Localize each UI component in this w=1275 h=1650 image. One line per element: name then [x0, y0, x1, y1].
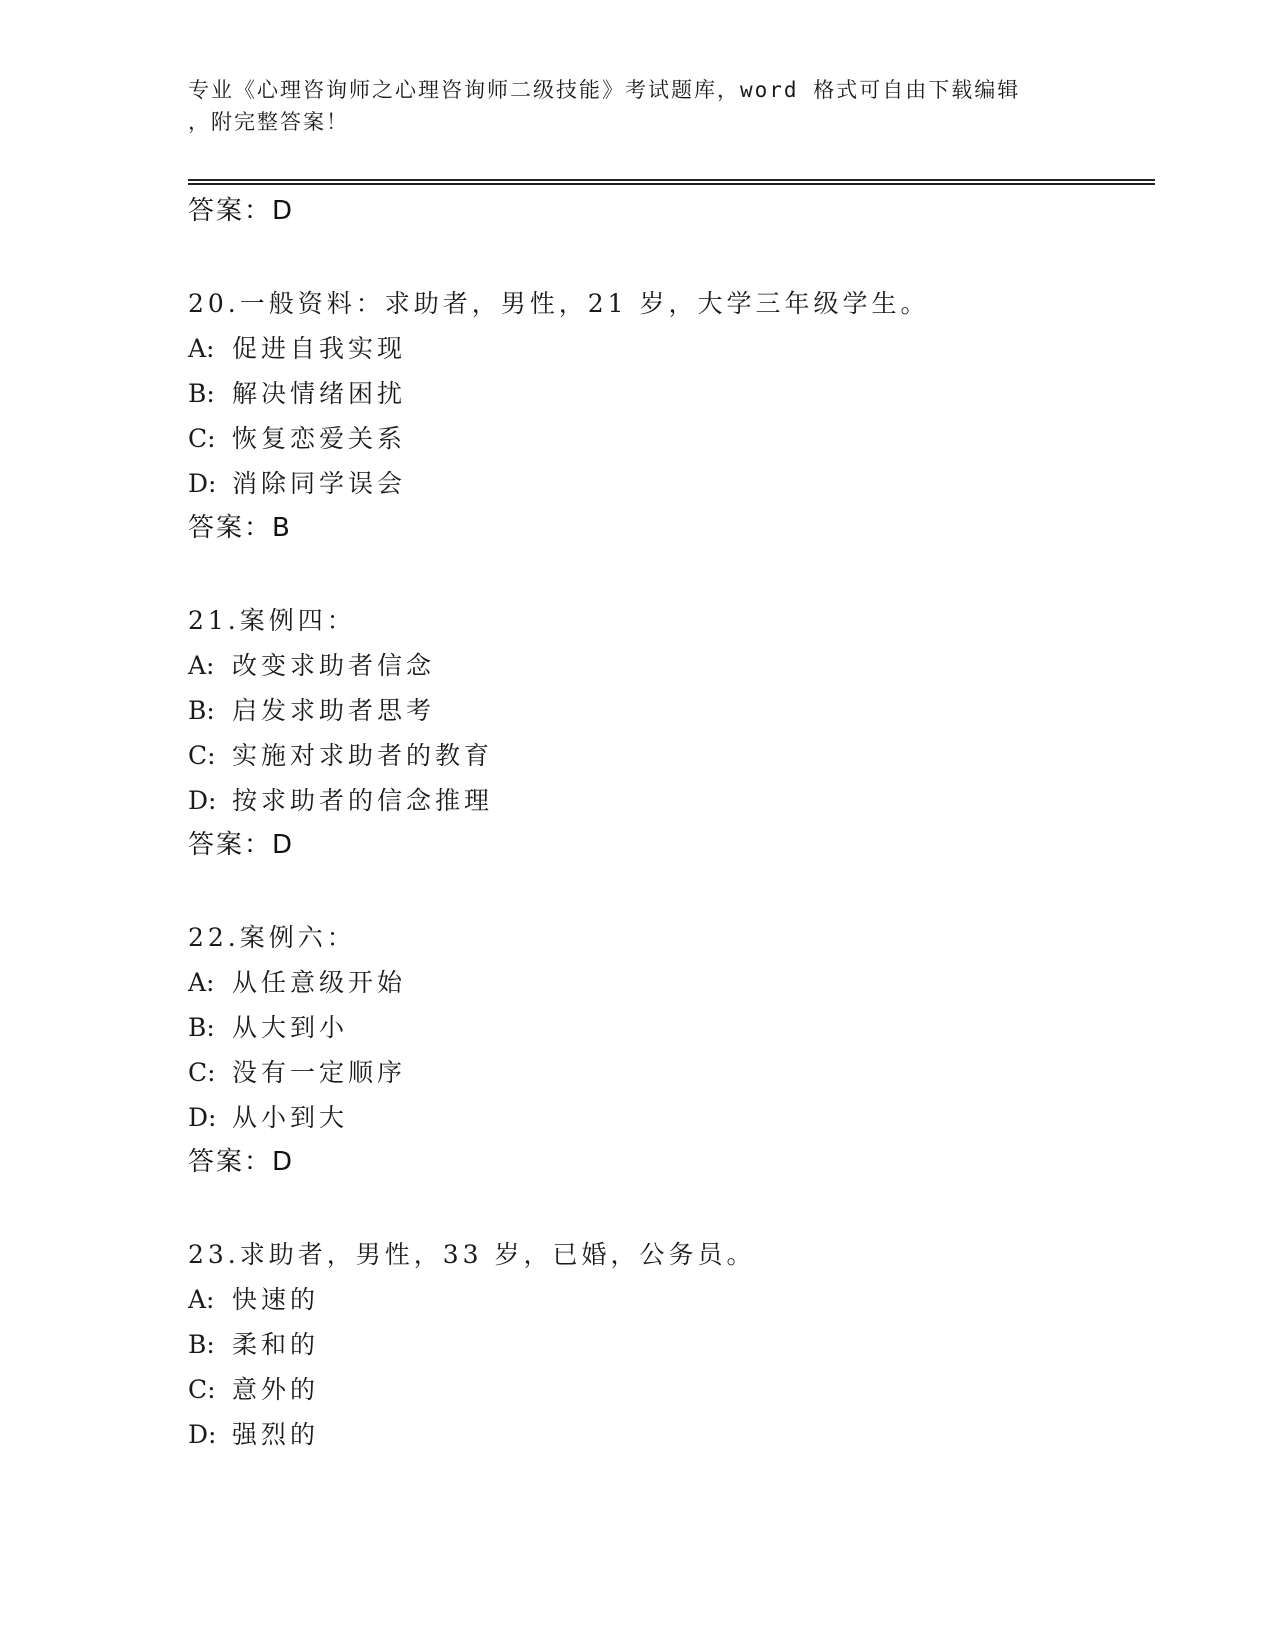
option-c: [188, 1367, 1155, 1412]
option-letter: A:: [188, 968, 215, 997]
option-letter: C:: [188, 1375, 216, 1404]
option-b: [188, 1005, 1155, 1050]
option-text: 解决情绪困扰: [232, 379, 407, 408]
option-text: 促进自我实现: [232, 334, 407, 363]
question-block-21: [188, 598, 1155, 868]
spacer: [188, 551, 1155, 598]
option-letter: D:: [188, 1103, 217, 1132]
option-d: [188, 778, 1155, 823]
question-list: [188, 189, 1155, 1457]
question-block-23: [188, 1232, 1155, 1457]
question-stem: 22.案例六：: [188, 923, 356, 952]
header-title-line-2: ，附完整答案！: [188, 110, 349, 134]
question-stem: 20.一般资料：求助者，男性，21 岁，大学三年级学生。: [188, 289, 930, 318]
option-c: [188, 1050, 1155, 1095]
option-letter: B:: [188, 696, 215, 725]
option-a: [188, 643, 1155, 688]
header-divider-top: [188, 179, 1155, 181]
option-text: 意外的: [232, 1375, 320, 1404]
option-d: [188, 1412, 1155, 1457]
page-header: [188, 74, 1088, 138]
option-text: 从任意级开始: [232, 968, 407, 997]
question-block-22: [188, 915, 1155, 1185]
option-letter: A:: [188, 1285, 215, 1314]
option-d: [188, 461, 1155, 506]
option-text: 改变求助者信念: [232, 651, 436, 680]
option-text: 快速的: [232, 1285, 320, 1314]
option-letter: D:: [188, 1420, 217, 1449]
option-letter: C:: [188, 741, 216, 770]
option-letter: A:: [188, 651, 215, 680]
answer-line: 答案：D: [188, 1147, 295, 1177]
option-a: [188, 1277, 1155, 1322]
option-text: 从大到小: [232, 1013, 349, 1042]
option-a: [188, 960, 1155, 1005]
option-letter: D:: [188, 469, 217, 498]
option-letter: B:: [188, 1013, 215, 1042]
option-text: 柔和的: [232, 1330, 320, 1359]
option-text: 实施对求助者的教育: [232, 741, 494, 770]
option-b: [188, 371, 1155, 416]
option-b: [188, 688, 1155, 733]
option-letter: C:: [188, 424, 216, 453]
spacer: [188, 1185, 1155, 1232]
option-d: [188, 1095, 1155, 1140]
option-text: 按求助者的信念推理: [232, 786, 494, 815]
option-text: 没有一定顺序: [232, 1058, 407, 1087]
spacer: [188, 234, 1155, 281]
header-title-line-1: 专业《心理咨询师之心理咨询师二级技能》考试题库，word 格式可自由下载编辑: [188, 78, 1021, 102]
option-letter: D:: [188, 786, 217, 815]
question-stem: 23.求助者，男性，33 岁，已婚，公务员。: [188, 1240, 756, 1269]
option-b: [188, 1322, 1155, 1367]
question-stem: 21.案例四：: [188, 606, 356, 635]
option-text: 从小到大: [232, 1103, 349, 1132]
header-divider-bottom: [188, 183, 1155, 185]
option-c: [188, 733, 1155, 778]
answer-line: 答案：B: [188, 513, 292, 543]
option-a: [188, 326, 1155, 371]
option-letter: B:: [188, 379, 215, 408]
option-text: 强烈的: [232, 1420, 320, 1449]
option-text: 消除同学误会: [232, 469, 407, 498]
answer-line-previous: 答案：D: [188, 196, 295, 226]
spacer: [188, 868, 1155, 915]
option-letter: A:: [188, 334, 215, 363]
option-c: [188, 416, 1155, 461]
option-letter: B:: [188, 1330, 215, 1359]
option-text: 恢复恋爱关系: [232, 424, 407, 453]
answer-line: 答案：D: [188, 830, 295, 860]
option-letter: C:: [188, 1058, 216, 1087]
question-block-20: [188, 281, 1155, 551]
option-text: 启发求助者思考: [232, 696, 436, 725]
